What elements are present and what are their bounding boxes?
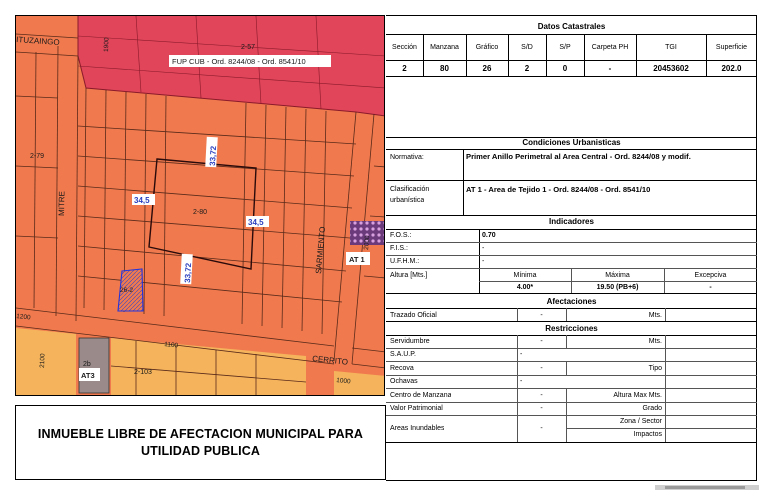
clasificacion-label-1: Clasificación: [390, 186, 430, 193]
catastro-header-superficie: Superficie: [715, 44, 748, 51]
rule: [386, 76, 757, 77]
fis-label: F.I.S.:: [390, 245, 408, 252]
fos-value: 0.70: [482, 232, 496, 239]
street-number-1100: 1100: [163, 341, 179, 350]
cadastral-map: [15, 15, 385, 396]
info-panel: [386, 15, 757, 481]
catastro-header-carpeta: Carpeta PH: [591, 44, 629, 51]
rule: [386, 255, 757, 256]
centro-label: Centro de Manzana: [390, 392, 452, 399]
ochavas-label: Ochavas: [390, 378, 418, 385]
recova-unit: Tipo: [648, 365, 662, 372]
centro-value: -: [540, 392, 543, 399]
block-2-79: 2-79: [30, 153, 45, 160]
catastro-value-carpeta: -: [608, 64, 612, 73]
block-2b: 2b: [83, 361, 91, 368]
catastro-value-sd: 2: [524, 64, 530, 73]
valor-label: Valor Patrimonial: [390, 405, 443, 412]
dim-left: 34,5: [134, 196, 150, 205]
impactos-unit: Impactos: [633, 431, 662, 438]
servidumbre-unit: Mts.: [648, 338, 662, 345]
street-number-1900: 1900: [103, 37, 111, 53]
catastro-value-sp: 0: [562, 64, 568, 73]
rule: [386, 60, 757, 61]
rule: [386, 229, 757, 230]
dim-bottom: 33,72: [183, 262, 194, 284]
map-svg: [16, 16, 385, 396]
at1-label: AT 1: [349, 255, 365, 264]
rule: [463, 149, 464, 215]
afectaciones-title: Afectaciones: [546, 297, 597, 306]
normativa-value: Primer Anillo Perimetral al Area Central - Ord. 8244/08 y modif.: [466, 152, 691, 161]
catastro-header-sp: S/P: [559, 44, 571, 51]
trazado-label: Trazado Oficial: [390, 312, 437, 319]
areas-label: Areas Inundables: [390, 425, 445, 432]
saup-value: -: [520, 351, 523, 358]
servidumbre-value: -: [540, 338, 543, 345]
block-26-2: 26-2: [120, 287, 134, 294]
minima-value: 4.00*: [516, 284, 534, 291]
catastro-value-manzana: 80: [440, 64, 449, 73]
zona-unit: Zona / Sector: [619, 418, 662, 425]
fup-label: FUP CUB - Ord. 8244/08 - Ord. 8541/10: [172, 57, 306, 66]
rule: [386, 361, 757, 362]
trazado-unit: Mts.: [648, 312, 662, 319]
rule: [665, 308, 666, 321]
catastro-value-tgi: 20453602: [653, 64, 689, 73]
street-cerrito: CERRITO: [311, 354, 349, 367]
note-box: [15, 405, 386, 480]
saup-label: S.A.U.P.: [390, 351, 416, 358]
catastro-header-grafico: Gráfico: [475, 44, 499, 51]
street-sarmiento: SARMIENTO: [314, 226, 328, 275]
catastro-title: Datos Catastrales: [537, 22, 606, 31]
excepcion-value: -: [709, 284, 712, 291]
rule: [386, 375, 757, 376]
street-number-2000: 2000: [363, 235, 372, 251]
rule: [386, 442, 757, 443]
normativa-label: Normativa:: [390, 154, 424, 161]
rule: [386, 242, 757, 243]
condiciones-title: Condiciones Urbanisticas: [522, 138, 621, 147]
rule: [386, 180, 757, 181]
rule: [386, 348, 757, 349]
clasificacion-value: AT 1 - Area de Tejido 1 - Ord. 8244/08 - Ord. 8541/10: [466, 185, 651, 194]
recova-label: Recova: [390, 365, 414, 372]
minima-label: Mínima: [513, 272, 537, 279]
servidumbre-label: Servidumbre: [390, 338, 430, 345]
street-number-2100: 2100: [39, 353, 47, 369]
rule: [386, 34, 757, 35]
maxima-value: 19.50 (PB+6): [596, 284, 639, 291]
catastro-header-manzana: Manzana: [430, 44, 459, 51]
street-number-1000: 1000: [335, 377, 351, 386]
catastro-value-superficie: 202.0: [721, 64, 742, 73]
street-ituzaingo: ITUZAINGO: [16, 35, 60, 48]
restricciones-title: Restricciones: [545, 324, 598, 333]
valor-unit: Grado: [642, 405, 662, 412]
block-2-57: 2-57: [241, 44, 256, 51]
rule: [386, 215, 757, 216]
rule: [386, 388, 757, 389]
ochavas-value: -: [520, 378, 523, 385]
valor-value: -: [540, 405, 543, 412]
altura-label: Altura [Mts.]: [390, 272, 428, 279]
dim-top: 33,72: [208, 145, 219, 167]
rule: [386, 293, 757, 294]
catastro-value-seccion: 2: [402, 64, 407, 73]
clasificacion-label-2: urbanística: [390, 197, 425, 204]
block-2-103: 2-103: [134, 369, 152, 376]
catastro-header-seccion: Sección: [392, 44, 417, 51]
fis-value: -: [482, 245, 485, 252]
street-mitre: MITRE: [57, 190, 67, 217]
rule: [386, 308, 757, 309]
catastro-value-grafico: 26: [482, 64, 492, 73]
ufhm-value: -: [482, 258, 485, 265]
areas-value: -: [540, 425, 543, 432]
at3-label: AT3: [81, 371, 95, 380]
maxima-label: Máxima: [605, 272, 630, 279]
note-text: INMUEBLE LIBRE DE AFECTACION MUNICIPAL PARA UTILIDAD PUBLICA: [37, 426, 364, 458]
excepcion-label: Excepciva: [694, 272, 727, 279]
catastro-header-sd: S/D: [521, 44, 533, 51]
dim-right: 34,5: [248, 218, 264, 227]
centro-unit: Altura Max Mts.: [613, 392, 662, 399]
fos-label: F.O.S.:: [390, 232, 412, 239]
block-2-80: 2-80: [193, 209, 208, 216]
catastro-header-tgi: TGI: [665, 44, 677, 51]
street-number-1200: 1200: [16, 313, 31, 322]
recova-value: -: [540, 365, 543, 372]
trazado-value: -: [540, 312, 543, 319]
footer-mark: [655, 484, 759, 491]
rule: [566, 428, 757, 429]
rule: [386, 321, 757, 322]
rule: [386, 149, 757, 150]
indicadores-title: Indicadores: [549, 217, 594, 226]
rule: [386, 335, 757, 336]
rule: [386, 415, 757, 416]
ufhm-label: U.F.H.M.:: [390, 258, 420, 265]
rule: [479, 281, 757, 282]
rule: [386, 402, 757, 403]
